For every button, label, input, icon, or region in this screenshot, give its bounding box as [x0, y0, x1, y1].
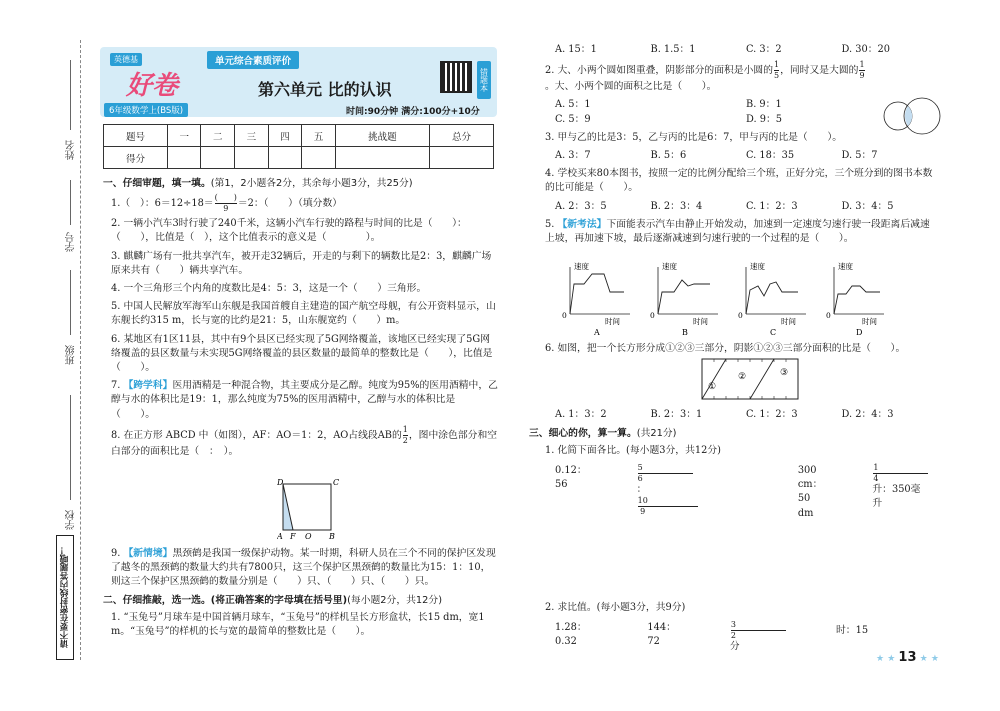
eval-tag: 单元综合素质评价 [207, 51, 299, 69]
question-3-1: 1. 化简下面各比。(每小题3分，共12分) [545, 444, 721, 456]
score-cell: 题号 [104, 125, 168, 147]
graph-label-d: D [856, 328, 863, 337]
score-input[interactable] [268, 147, 302, 169]
graph-d [826, 262, 884, 337]
region-1-label: ① [708, 382, 717, 392]
new-method-tag: 【新考法】 [557, 218, 607, 230]
label-B: B [329, 532, 335, 540]
id-label: 学号 [66, 232, 77, 252]
fraction: $\frac{1}{9}$ [859, 60, 865, 81]
question-1-6: 6. 某地区有1区11县，其中有9个县区已经实现了5G网络覆盖，该地区已经实现了5G网络覆盖的县区数量与未实现5G网络覆盖的县区数量的最简单的整数比是（ ），比值是（ ）。 [111, 333, 493, 374]
score-cell: 一 [167, 125, 201, 147]
x-axis-label: 时间 [693, 317, 708, 326]
region-2-label: ② [738, 372, 747, 382]
origin-label: 0 [562, 311, 567, 320]
cross-subject-tag: 【跨学科】 [123, 380, 173, 392]
score-input[interactable] [167, 147, 201, 169]
score-input[interactable] [302, 147, 336, 169]
option-a[interactable]: A. 1：3：2 [555, 409, 607, 421]
option-a[interactable]: A. 3：7 [555, 150, 591, 162]
name-label: 姓名 [66, 140, 77, 160]
option-b[interactable]: B. 5：6 [650, 150, 687, 162]
seal-line [80, 40, 81, 660]
option-c[interactable]: C. 5：9 [555, 113, 591, 125]
score-cell: 四 [268, 125, 302, 147]
origin-label: 0 [650, 311, 655, 320]
q2-6-options [537, 408, 937, 422]
y-axis-label: 速度 [662, 262, 677, 271]
question-2-1: 1. “玉兔号”月球车是中国首辆月球车，“玉兔号”的样机呈长方形盒状，长15 dm，宽1 m。“玉兔号”的样机的长与宽的最简单的整数比是（ ）。 [111, 611, 485, 638]
grade-tag: 6年级数学上(BS版) [104, 103, 188, 117]
y-axis-label: 速度 [750, 262, 765, 271]
star-icon: ★ ★ [916, 654, 939, 664]
score-input[interactable] [201, 147, 235, 169]
calc-item: 300 cm：50 dm [797, 465, 823, 519]
y-axis-label: 速度 [838, 262, 853, 271]
option-c[interactable]: C. 1：2：3 [746, 200, 798, 212]
overlapping-circles-figure [880, 96, 945, 136]
question-1-8: 8. 在正方形 ABCD 中（如图），AF：AO＝1：2，AO占线段AB的 $\frac{1}{2}$ ，图中涂色部分和空白部分的面积比是（ ： ）。 [111, 424, 498, 457]
graph-label-a: A [594, 328, 600, 337]
graphs-svg [560, 262, 890, 337]
left-column [103, 175, 498, 643]
y-axis-label: 速度 [574, 262, 589, 271]
fraction: $\frac{( )}{9}$ [214, 193, 237, 214]
page-number: ★ ★ 13 ★ ★ [876, 650, 939, 665]
star-icon: ★ ★ [876, 654, 899, 664]
calc-item: $\frac{1}{4}$ 升：350毫升 [872, 464, 978, 521]
rectangle-split-figure [700, 357, 800, 401]
name-field[interactable] [70, 60, 71, 130]
question-2-2: 2. 大、小两个圆如图重叠，阴影部分的面积是小圆的 $\frac{1}{5}$ ，同时又是大圆的 $\frac{1}{9}$ 。大、小两个圆的面积之比是（ ）。 [545, 60, 865, 93]
score-table [103, 124, 494, 169]
score-cell: 挑战题 [335, 125, 429, 147]
score-value-row [104, 147, 494, 169]
score-cell: 五 [302, 125, 336, 147]
seal-note: 请不要在密封线内答题哦！ [56, 535, 74, 660]
score-cell: 二 [201, 125, 235, 147]
option-d[interactable]: D. 30：20 [841, 44, 890, 55]
option-d[interactable]: D. 2：4：3 [841, 409, 894, 421]
question-2-4: 4. 学校买来80本图书，按照一定的比例分配给三个班，正好分完，三个班分到的图书本数的比可能是（ ）。 [545, 168, 933, 194]
brand-tag: 英德基 [110, 53, 142, 66]
graph-a [562, 262, 630, 337]
question-2-5: 5. 【新考法】下面能表示汽车由静止开始发动，加速到一定速度匀速行驶一段距离后减速上坡，再加速下坡，最后逐渐减速到匀速行驶的一个过程的是（ ）。 [545, 218, 930, 245]
new-context-tag: 【新情境】 [123, 548, 173, 560]
x-axis-label: 时间 [862, 317, 877, 326]
fraction: $\frac{1}{2}$ [402, 424, 408, 445]
graph-label-c: C [770, 328, 777, 337]
question-1-9: 9. 【新情境】黑颈鹤是我国一级保护动物。某一时期，科研人员在三个不同的保护区发现了越冬的黑颈鹤的数量大约共有7800只，这三个保护区黑颈鹤的数量比为15：1：10，则这三个保护区黑颈鹤的数量分别是（ ）只、（ ）只、（ ）只。 [111, 548, 496, 588]
question-2-3: 3. 甲与乙的比是3：5，乙与丙的比是6：7，甲与丙的比是（ ）。 [545, 131, 843, 143]
option-c[interactable]: C. 18：35 [746, 150, 795, 162]
option-a[interactable]: A. 2：3：5 [555, 200, 607, 212]
brand-logo [104, 51, 204, 116]
calc-item: 144：72 [647, 622, 676, 648]
option-c[interactable]: C. 3：2 [746, 44, 782, 55]
brand-name: 好卷 [126, 71, 179, 101]
q2-2-options [537, 98, 937, 126]
section-1-title: 一、仔细审题，填一填。(第1，2小题各2分，其余每小题3分，共25分) [103, 178, 413, 189]
option-c[interactable]: C. 1：2：3 [746, 409, 798, 421]
section-2-title: 二、仔细推敲，选一选。(将正确答案的字母填在括号里)(每小题2分，共12分) [103, 594, 443, 606]
fraction: $\frac{1}{5}$ [774, 60, 780, 81]
score-input[interactable] [430, 147, 494, 169]
question-1-1: 1.（ ）：6＝12÷18＝ $\frac{( )}{9}$ ＝2：（ ）（填分数） [111, 193, 343, 214]
graph-c [738, 262, 806, 337]
question-3-2: 2. 求比值。(每小题3分，共9分) [545, 601, 686, 613]
label-A: A [277, 532, 283, 540]
label-F: F [290, 532, 296, 540]
calc-item: $\frac{5}{6}$ ： $\frac{10}{9}$ [637, 464, 748, 521]
question-1-2: 2. 一辆小汽车3时行驶了240千米，这辆小汽车行驶的路程与时间的比是（ ）：（ ），比值是（ ），这个比值表示的意义是（ ）。 [111, 218, 467, 244]
calc-item: $\frac{3}{2}$ 时：15分 [729, 620, 869, 653]
school-label: 学校 [66, 510, 77, 530]
origin-label: 0 [826, 311, 831, 320]
region-3-label: ③ [780, 368, 789, 378]
x-axis-label: 时间 [781, 317, 796, 326]
option-a[interactable]: A. 5：1 [555, 99, 591, 111]
right-column [529, 43, 937, 660]
graph-label-b: B [682, 328, 688, 337]
option-d[interactable]: D. 3：4：5 [841, 200, 894, 212]
label-C: C [333, 478, 340, 487]
q3-1-items [537, 464, 937, 521]
graph-b [650, 262, 718, 337]
id-field[interactable] [70, 180, 71, 225]
option-b[interactable]: B. 2：3：4 [650, 200, 703, 212]
school-field[interactable] [70, 395, 71, 500]
qr-side-label: 错题本 [477, 61, 491, 99]
origin-label: 0 [738, 311, 743, 320]
calc-item: 0.12：56 [555, 465, 587, 491]
binding-margin [0, 0, 92, 711]
question-1-7: 7. 【跨学科】医用酒精是一种混合物，其主要成分是乙醇。纯度为95%的医用酒精中，乙醇与水的体积比是19：1，那么纯度为75%的医用酒精中，乙醇与水的体积比是（ ）。 [111, 380, 498, 420]
option-b[interactable]: B. 1.5：1 [650, 44, 696, 55]
option-b[interactable]: B. 2：3：1 [650, 409, 703, 421]
option-b[interactable]: B. 9：1 [746, 99, 782, 111]
speed-time-graphs [560, 262, 890, 340]
score-input[interactable] [335, 147, 429, 169]
q2-1-options [537, 43, 937, 57]
score-cell: 三 [235, 125, 269, 147]
label-D: D [277, 478, 284, 487]
x-axis-label: 时间 [605, 317, 620, 326]
score-row-label: 得分 [104, 147, 168, 169]
option-d[interactable]: D. 5：7 [841, 150, 878, 162]
square-figure [277, 478, 347, 540]
score-header-row [104, 125, 494, 147]
question-1-3: 3. 麒麟广场有一批共享汽车，被开走32辆后，开走的与剩下的辆数比是2：3，麒麟广场原来共有（ ）辆共享汽车。 [111, 250, 492, 276]
label-O: O [305, 532, 312, 540]
class-label: 班级 [66, 345, 77, 365]
section-3-title: 三、细心的你，算一算。(共21分) [529, 427, 677, 439]
q2-4-options [537, 200, 937, 214]
score-input[interactable] [235, 147, 269, 169]
option-d[interactable]: D. 9：5 [746, 113, 782, 125]
calc-item: 1.28：0.32 [555, 622, 587, 648]
q2-3-options [537, 149, 937, 163]
qr-code-icon[interactable] [440, 61, 472, 93]
time-info: 时间:90分钟 满分:100分+10分 [346, 107, 480, 117]
question-2-6: 6. 如图，把一个长方形分成①②③三部分，阴影①②③三部分面积的比是（ ）。 [545, 343, 906, 355]
question-1-4: 4. 一个三角形三个内角的度数比是4：5：3，这是一个（ ）三角形。 [111, 283, 427, 295]
score-cell: 总分 [430, 125, 494, 147]
option-a[interactable]: A. 15：1 [555, 44, 597, 55]
question-1-5: 5. 中国人民解放军海军山东舰是我国首艘自主建造的国产航空母舰，有公开资料显示，山东舰长约315 m，长与宽的比约是21：5，山东舰宽约（ ）m。 [111, 301, 496, 327]
unit-title: 第六单元 比的认识 [258, 80, 392, 99]
exam-header [100, 47, 497, 117]
class-field[interactable] [70, 270, 71, 335]
